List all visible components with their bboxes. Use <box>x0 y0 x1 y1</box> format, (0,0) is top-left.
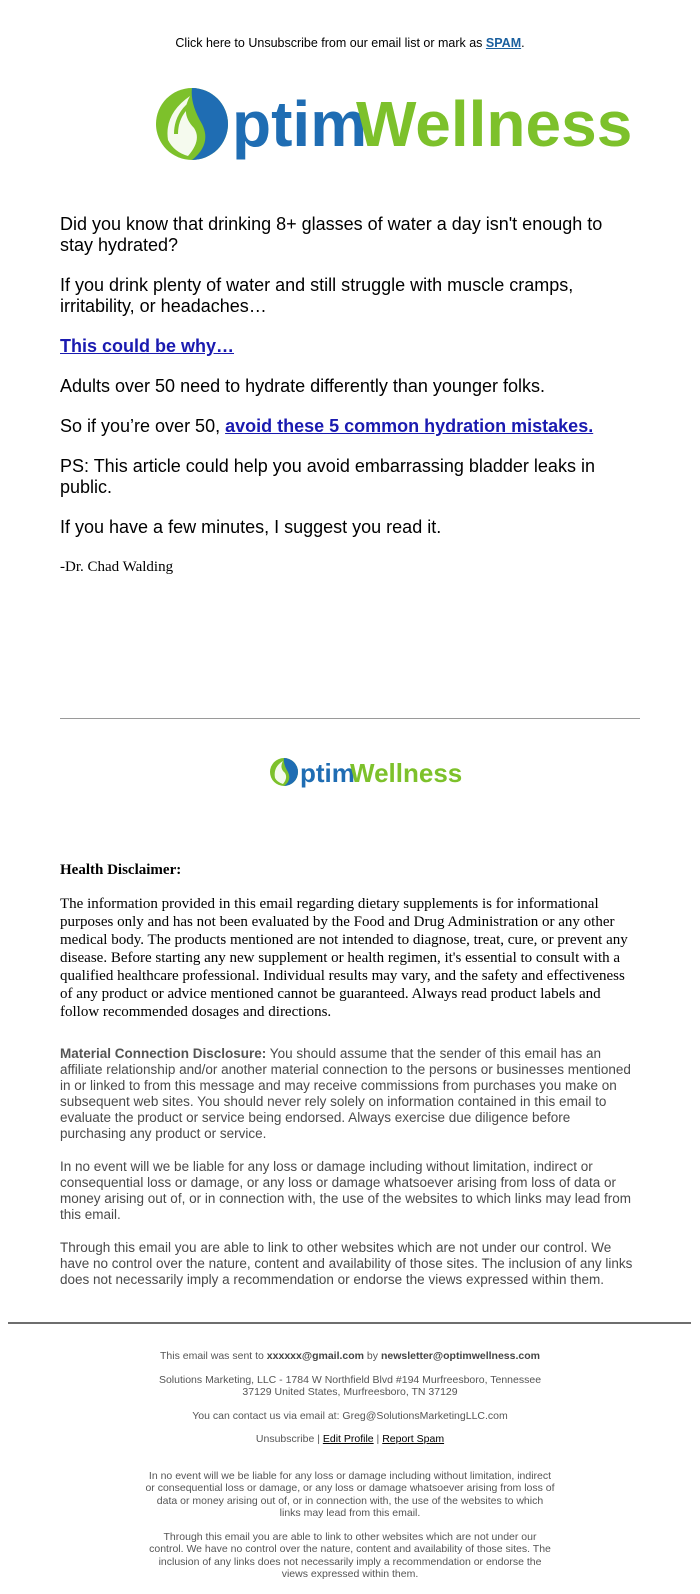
material-disclosure <box>60 1046 640 1142</box>
link-separator: | <box>373 1433 383 1445</box>
liability-text: In no event will we be liable for any loss or damage including without limitation, indirect or consequential loss or damage, or any loss or damage whatsoever arising from loss of data or money arising out of, or in connection with, the use of the websites to which links may lead from this email. <box>60 1159 632 1222</box>
message-paragraph <box>60 416 635 437</box>
logo-o-mark-icon <box>156 88 228 160</box>
logo-small-optim-text: ptim <box>300 758 355 788</box>
email-footer <box>145 1350 555 1592</box>
unsubscribe-link[interactable]: Unsubscribe <box>255 1433 315 1445</box>
footer-liability: In no event will we be liable for any loss or damage including without limitation, indirect or consequential loss or damage, or any loss or damage whatsoever arising from loss of data or money arising out of, or in connection with, the use of the websites to which links may lead from this email. <box>145 1469 555 1519</box>
material-disclosure-text: You should assume that the sender of this email has an affiliate relationship and/or another material connection to the persons or businesses mentioned in or linked to from this message and may receive commissions from purchases you make on subsequent web sites. You should never rely solely on information contained in this email to evaluate the product or service being endorsed. Always exercise due diligence before purchasing any product or service. <box>60 1046 631 1141</box>
edit-profile-link[interactable]: Edit Profile <box>322 1433 374 1445</box>
logo-optim-text: ptim <box>232 88 368 160</box>
banner-period: . <box>521 36 525 50</box>
external-links-text: Through this email you are able to link to other websites which are not under our control. We have no control over the nature, content and availability of those sites. The inclusion of any links does not necessarily imply a recommendation or endorse the views expressed within them. <box>60 1240 633 1287</box>
optimwellness-logo <box>150 80 633 172</box>
sent-prefix: This email was sent to <box>160 1350 267 1362</box>
message-paragraph <box>60 336 635 357</box>
sent-to-line <box>145 1350 555 1363</box>
message-prefix: So if you’re over 50, <box>60 416 226 436</box>
contact-line: You can contact us via email at: Greg@SolutionsMarketingLLC.com <box>192 1409 508 1422</box>
message-paragraph: Adults over 50 need to hydrate differently than younger folks. <box>60 376 545 396</box>
message-body <box>60 214 635 597</box>
footer-links <box>145 1433 555 1446</box>
article-link-why[interactable]: This could be why… <box>60 336 235 356</box>
optimwellness-logo-small <box>268 754 463 792</box>
message-paragraph: If you drink plenty of water and still struggle with muscle cramps, irritability, or headaches… <box>60 275 574 316</box>
message-paragraph: If you have a few minutes, I suggest you read it. <box>60 517 442 537</box>
message-paragraph: Did you know that drinking 8+ glasses of water a day isn't enough to stay hydrated? <box>60 214 603 255</box>
logo-wellness-text: Wellness <box>356 88 633 160</box>
unsubscribe-banner <box>0 36 700 50</box>
logo-small-wellness-text: Wellness <box>350 758 463 788</box>
material-disclosure-label: Material Connection Disclosure: <box>60 1046 267 1061</box>
article-link-mistakes[interactable]: avoid these 5 common hydration mistakes. <box>225 416 594 436</box>
section-divider <box>60 718 640 719</box>
signature: -Dr. Chad Walding <box>60 559 174 575</box>
disclaimer-text: The information provided in this email regarding dietary supplements is for informational purposes only and has not been evaluated by the Food and Drug Administration or any other medical body. The products mentioned are not intended to diagnose, treat, cure, or prevent any disease. Before starting any new supplement or health regimen, it's essential to consult with a qualified healthcare professional. Individual results may vary, and the safety and effectiveness of any product or advice mentioned cannot be guaranteed. Always read product labels and follow recommended dosages and directions. <box>60 896 628 1020</box>
spam-link[interactable]: SPAM <box>485 36 522 50</box>
health-disclaimer <box>60 862 640 1021</box>
disclaimer-title: Health Disclaimer: <box>60 862 182 878</box>
logo-small-o-mark-icon <box>270 758 298 786</box>
report-spam-link[interactable]: Report Spam <box>382 1433 445 1445</box>
sender-email: newsletter@optimwellness.com <box>380 1350 540 1362</box>
legal-block <box>60 1046 640 1305</box>
footer-divider <box>8 1322 691 1324</box>
footer-external-links: Through this email you are able to link to other websites which are not under our control. We have no control over the nature, content and availability of those sites. The inclusion of any links does not necessarily imply a recommendation or endorse the views expressed within them. <box>149 1530 551 1580</box>
sent-by: by <box>364 1350 381 1362</box>
unsubscribe-text[interactable]: Click here to Unsubscribe from our email list or mark as <box>175 36 483 50</box>
link-separator: | <box>314 1433 323 1445</box>
message-paragraph: PS: This article could help you avoid embarrassing bladder leaks in public. <box>60 456 595 497</box>
recipient-email: xxxxxx@gmail.com <box>266 1350 365 1362</box>
company-address: Solutions Marketing, LLC - 1784 W Northfield Blvd #194 Murfreesboro, Tennessee 37129 United States, Murfreesboro, TN 37129 <box>158 1373 542 1398</box>
